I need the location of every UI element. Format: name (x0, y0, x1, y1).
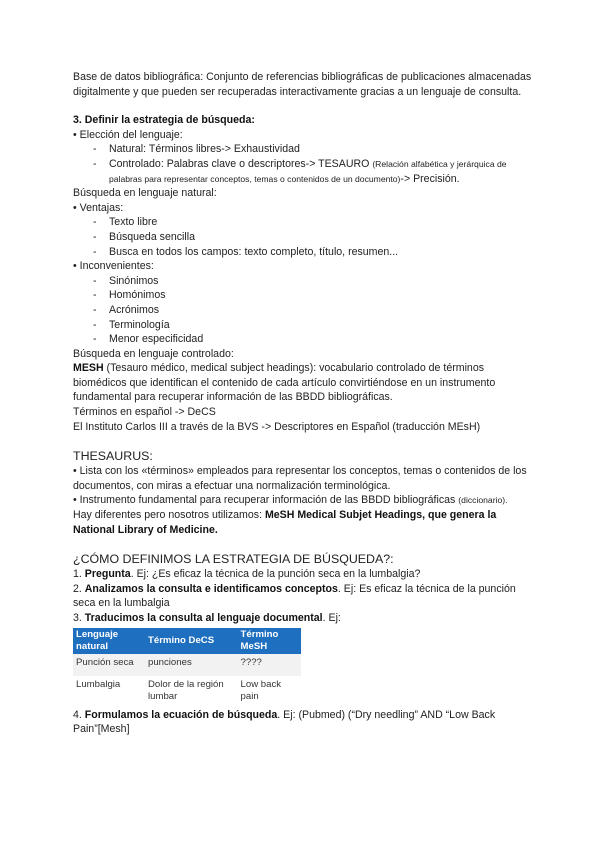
table-cell: Punción seca (73, 654, 145, 676)
step-4-num: 4. (73, 708, 85, 721)
step-1-num: 1. (73, 568, 85, 581)
inconveniente-5: Menor especificidad (109, 333, 204, 346)
thesaurus-use (73, 508, 533, 537)
inconveniente-3: Acrónimos (109, 303, 160, 316)
controlado-end: -> Precisión. (400, 172, 460, 185)
list-item (73, 303, 533, 318)
step-1 (73, 567, 533, 582)
inconveniente-4: Terminología (109, 318, 170, 331)
section-3-title-text: 3. Definir la estrategia de búsqueda: (73, 114, 255, 127)
table-header-mesh: Término MeSH (238, 628, 301, 654)
list-item (73, 215, 533, 230)
table-header-natural: Lenguaje natural (73, 628, 145, 654)
section-3-title (73, 113, 533, 128)
step-2 (73, 582, 533, 611)
intro-paragraph: Base de datos bibliográfica: Conjunto de referencias bibliográficas de publicaciones almacenadas digitalmente y que pueden ser recuperadas interactivamente gracias a un lenguaje de consulta. (73, 71, 532, 98)
step-3-bold: Traducimos la consulta al lenguaje documental (84, 612, 323, 624)
step-3-num: 3. (73, 612, 85, 624)
estrategia-title: ¿CÓMO DEFINIMOS LA ESTRATEGIA DE BÚSQUEDA?: (73, 552, 394, 567)
ventaja-3: Busca en todos los campos: texto completo, título, resumen... (109, 245, 399, 258)
translation-table (73, 628, 301, 706)
step-1-text: . Ej: ¿Es eficaz la técnica de la punción seca en la lumbalgia? (130, 568, 421, 581)
table-header-decs: Término DeCS (145, 628, 238, 654)
inconvenientes-label: • Inconvenientes: (73, 259, 533, 274)
step-2-text: . Ej: Es eficaz la técnica de la punción seca en la lumbalgia (73, 582, 516, 610)
ventajas-label: • Ventajas: (73, 201, 533, 216)
thesaurus-bullet-2 (73, 493, 533, 508)
table-row (73, 676, 301, 706)
step-4 (73, 708, 533, 737)
ventaja-2: Búsqueda sencilla (109, 230, 195, 243)
carlos-iii: El Instituto Carlos III a través de la BVS -> Descriptores en Español (traducción MEsH) (73, 420, 481, 433)
thesaurus-b2-note: (diccionario). (458, 495, 508, 506)
list-item (73, 230, 533, 245)
thesaurus-bullet-1: • Lista con los «términos» empleados para representar los conceptos, temas o contenidos de los documentos, con miras a efectuar una normalización terminológica. (73, 464, 533, 493)
list-item (73, 288, 533, 303)
eleccion-natural-text: Natural: Términos libres-> Exhaustividad (109, 143, 300, 156)
list-item (73, 274, 533, 289)
step-4-bold: Formulamos la ecuación de búsqueda (84, 708, 278, 721)
table-cell: Lumbalgia (73, 676, 145, 706)
step-3 (73, 611, 533, 626)
table-cell: ???? (238, 654, 301, 676)
step-2-bold: Analizamos la consulta e identificamos conceptos (84, 582, 338, 595)
eleccion-controlado-text (93, 157, 533, 186)
thesaurus-use-bold: MeSH Medical Subjet Headings, que genera la National Library of Medicine. (73, 509, 497, 536)
ventaja-1: Texto libre (109, 216, 158, 229)
inconveniente-2: Homónimos (109, 289, 166, 302)
step-2-num: 2. (73, 582, 85, 595)
controlado-note: (Relación alfabética y jerárquica de palabras para representar conceptos, temas o contenidos de un documento) (109, 158, 507, 184)
document-body (73, 70, 533, 737)
table-header-row (73, 628, 301, 654)
controlado-title: Búsqueda en lenguaje controlado: (73, 347, 234, 360)
list-item (73, 332, 533, 347)
terminos-espanol: Términos en español -> DeCS (73, 406, 216, 419)
thesaurus-use-pre: Hay diferentes pero nosotros utilizamos: (73, 509, 265, 522)
table-cell: punciones (145, 654, 238, 676)
mesh-bold: MESH (73, 362, 104, 375)
list-item (73, 245, 533, 260)
mesh-paragraph (73, 361, 533, 405)
eleccion-controlado (73, 157, 533, 186)
table-row (73, 654, 301, 676)
mesh-text: (Tesauro médico, medical subject headings): vocabulario controlado de términos biomédicos que identifican el contenido de cada artículo convirtiéndose en un instrumento fundamental para recuperar información de las BBDD bibliográficas. (73, 362, 496, 404)
eleccion-natural (73, 142, 533, 157)
controlado-main: Controlado: Palabras clave o descriptores-> TESAURO (109, 157, 370, 170)
thesaurus-title: THESAURUS: (73, 449, 153, 464)
list-item (73, 318, 533, 333)
natural-title: Búsqueda en lenguaje natural: (73, 187, 217, 200)
step-3-text: . Ej: (322, 612, 341, 624)
table-cell: Low back pain (238, 676, 301, 706)
step-4-text: . Ej: (Pubmed) (“Dry needling” AND “Low Back Pain”[Mesh] (73, 708, 496, 736)
inconveniente-1: Sinónimos (109, 274, 159, 287)
step-1-bold: Pregunta (84, 568, 131, 581)
eleccion-label: • Elección del lenguaje: (73, 128, 533, 143)
thesaurus-b2-main: Instrumento fundamental para recuperar información de las BBDD bibliográficas (79, 494, 456, 507)
table-cell: Dolor de la región lumbar (145, 676, 238, 706)
